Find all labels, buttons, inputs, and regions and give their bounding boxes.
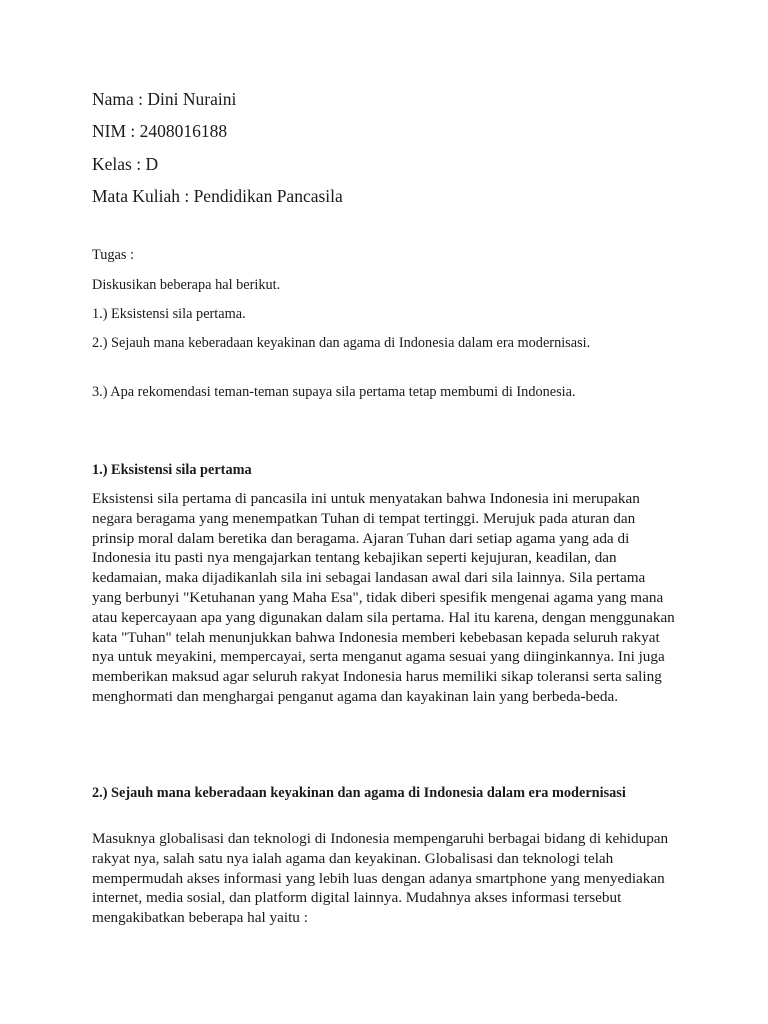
course-name: Mata Kuliah : Pendidikan Pancasila xyxy=(92,186,343,206)
question-1: 1.) Eksistensi sila pertama. xyxy=(92,306,246,322)
section-1-heading: 1.) Eksistensi sila pertama xyxy=(92,462,252,478)
tugas-intro: Diskusikan beberapa hal berikut. xyxy=(92,277,281,293)
student-class: Kelas : D xyxy=(92,154,159,174)
student-name: Nama : Dini Nuraini xyxy=(92,89,237,109)
student-nim: NIM : 2408016188 xyxy=(92,121,228,141)
section-2-body: Masuknya globalisasi dan teknologi di Indonesia mempengaruhi berbagai bidang di kehidupan rakyat nya, salah satu nya ialah agama dan keyakinan. Globalisasi dan teknologi telah mempermudah akses informasi yang lebih luas dengan adanya smartphone yang menyediakan internet, media sosial, dan platform digital lainnya. Mudahnya akses informasi tersebut mengakibatkan beberapa hal yaitu : xyxy=(92,830,669,927)
section-2-heading: 2.) Sejauh mana keberadaan keyakinan dan agama di Indonesia dalam era modernisasi xyxy=(92,785,626,801)
question-3: 3.) Apa rekomendasi teman-teman supaya sila pertama tetap membumi di Indonesia. xyxy=(92,384,576,400)
section-1-body: Eksistensi sila pertama di pancasila ini untuk menyatakan bahwa Indonesia ini merupakan negara beragama yang menempatkan Tuhan di tempat tertinggi. Merujuk pada aturan dan prinsip moral dalam beretika dan beragama. Ajaran Tuhan dari setiap agama yang ada di Indonesia itu pasti nya mengajarkan tentang kebajikan seperti kejujuran, keadilan, dan kedamaian, maka dijadikanlah sila ini sebagai landasan awal dari sila lainnya. Sila pertama yang berbunyi "Ketuhanan yang Maha Esa", tidak diberi spesifik mengenai agama yang mana atau kepercayaan apa yang digunakan dalam sila pertama. Hal itu karena, dengan menggunakan kata "Tuhan" telah menunjukkan bahwa Indonesia memberi kebebasan kepada seluruh rakyat nya untuk meyakini, mempercayai, serta menganut agama sesuai yang diinginkannya. Ini juga memberikan maksud agar seluruh rakyat Indonesia harus memiliki sikap toleransi serta saling menghormati dan menghargai penganut agama dan kayakinan lain yang berbeda-beda. xyxy=(92,490,675,705)
tugas-label: Tugas : xyxy=(92,247,134,263)
question-2: 2.) Sejauh mana keberadaan keyakinan dan agama di Indonesia dalam era modernisasi. xyxy=(92,335,591,351)
